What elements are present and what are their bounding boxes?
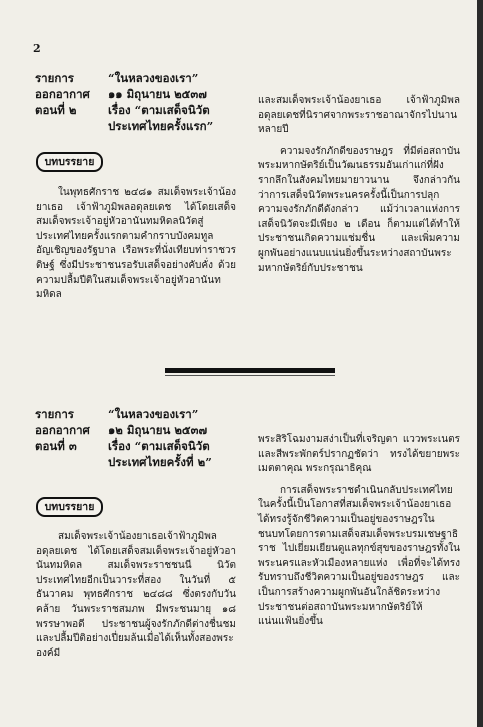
header-key	[35, 454, 108, 470]
program-header-1	[35, 70, 213, 134]
header-key: ตอนที่ ๒	[35, 103, 77, 117]
header-value: ๑๒ มิถุนายน ๒๕๓๗	[108, 423, 208, 437]
paragraph: และสมเด็จพระเจ้าน้องยาเธอ เจ้าฟ้าภูมิพลอดุลยเดชที่นิราศจากพระราชอาณาจักรไปนานหลายปี	[258, 95, 460, 136]
narration-badge-1: บทบรรยาย	[36, 152, 103, 172]
program-header-2	[35, 406, 212, 470]
paragraph: ในพุทธศักราช ๒๔๘๑ สมเด็จพระเจ้าน้องยาเธอ เจ้าฟ้าภูมิพลอดุลยเดช ได้โดยเสด็จสมเด็จพระเจ้าอยู่หัวอานันทมหิดลนิวัตสู่ประเทศไทยครั้งแรกตามคำกราบบังคมทูลอัญเชิญของรัฐบาล เรือพระที่นั่งเทียบท่าราชวรดิษฐ์ ซึ่งมีประชาชนรอรับเสด็จอย่างคับคั่ง ด้วยความปลื้มปีติในสมเด็จพระเจ้าอยู่หัวอานันทมหิดล	[36, 187, 236, 301]
section1-right-column	[258, 94, 460, 276]
header-key: รายการ	[35, 71, 74, 85]
header-key: รายการ	[35, 407, 74, 421]
header-key: ออกอากาศ	[35, 423, 90, 437]
header-key	[35, 118, 108, 134]
section2-right-column	[258, 433, 460, 630]
paragraph: การเสด็จพระราชดำเนินกลับประเทศไทยในครั้งนี้เป็นโอกาสที่สมเด็จพระเจ้าน้องยาเธอได้ทรงรู้จักชีวิตความเป็นอยู่ของราษฎรในชนบทโดยการตามเสด็จสมเด็จพระบรมเชษฐาธิราช ไปเยี่ยมเยียนดูแลทุกข์สุขของราษฎรทั้งในพระนครและหัวเมืองหลายแห่ง เพื่อที่จะได้ทรงรับทราบถึงชีวิตความเป็นอยู่ของราษฎร และเป็นการสร้างความผูกพันอันใกล้ชิดระหว่างประชาชนต่อสถาบันพระมหากษัตริย์ให้แน่นแฟ้นยิ่งขึ้น	[258, 484, 460, 628]
page-number: 2	[33, 42, 41, 55]
section-divider-line	[165, 375, 335, 376]
header-value: เรื่อง “ตามเสด็จนิวัต	[108, 439, 210, 453]
header-value: “ในหลวงของเรา”	[108, 407, 199, 421]
section-divider	[165, 368, 335, 373]
section2-left-column	[36, 530, 236, 661]
paragraph: พระสิริโฉมงามสง่าเป็นที่เจริญตา แววพระเนตรและสีพระพักตร์ปรากฏชัดว่า ทรงได้ขยายพระเมตตาคุณ พระกรุณาธิคุณ	[258, 434, 460, 475]
section1-left-column	[36, 186, 236, 303]
header-value: ประเทศไทยครั้งที่ ๒”	[108, 455, 212, 469]
paragraph: สมเด็จพระเจ้าน้องยาเธอเจ้าฟ้าภูมิพลอดุลยเดช ได้โดยเสด็จสมเด็จพระเจ้าอยู่หัวอานันทมหิดล สมเด็จพระราชชนนี นิวัตประเทศไทยอีกเป็นวาระที่สอง ในวันที่ ๕ ธันวาคม พุทธศักราช ๒๔๘๘ ซึ่งตรงกับวันคล้าย วันพระราชสมภพ มีพระชนมายุ ๑๘ พรรษาพอดี ประชาชนผู้จงรักภักดีต่างชื่นชมและปลื้มปีติอย่างเปี่ยมล้นเมื่อได้เห็นทั้งสองพระองค์มี	[36, 531, 236, 659]
page-edge-shadow	[477, 0, 483, 727]
header-key: ออกอากาศ	[35, 87, 90, 101]
paragraph: ความจงรักภักดีของราษฎร ที่มีต่อสถาบันพระมหากษัตริย์เป็นวัฒนธรรมอันเก่าแก่ที่ฝังรากลึกในสังคมไทยมายาวนาน จึงกล่าวกันว่าการเสด็จนิวัตพระนครครั้งนี้เป็นการปลุกความจงรักภักดีดังกล่าว แม้ว่าเวลาแห่งการเสด็จนิวัตจะมีเพียง ๒ เดือน ก็ตามแต่ได้ทำให้ประชาชนเกิดความแช่มชื่น และเพิ่มความผูกพันอย่างแนบแน่นยิ่งขึ้นระหว่างสถาบันพระมหากษัตริย์กับประชาชน	[258, 145, 460, 274]
header-key: ตอนที่ ๓	[35, 439, 77, 453]
header-value: เรื่อง “ตามเสด็จนิวัต	[108, 103, 210, 117]
header-value: ๑๑ มิถุนายน ๒๕๓๗	[108, 87, 207, 101]
header-value: “ในหลวงของเรา”	[108, 71, 199, 85]
narration-badge-2: บทบรรยาย	[36, 497, 103, 517]
header-value: ประเทศไทยครั้งแรก”	[108, 119, 214, 133]
